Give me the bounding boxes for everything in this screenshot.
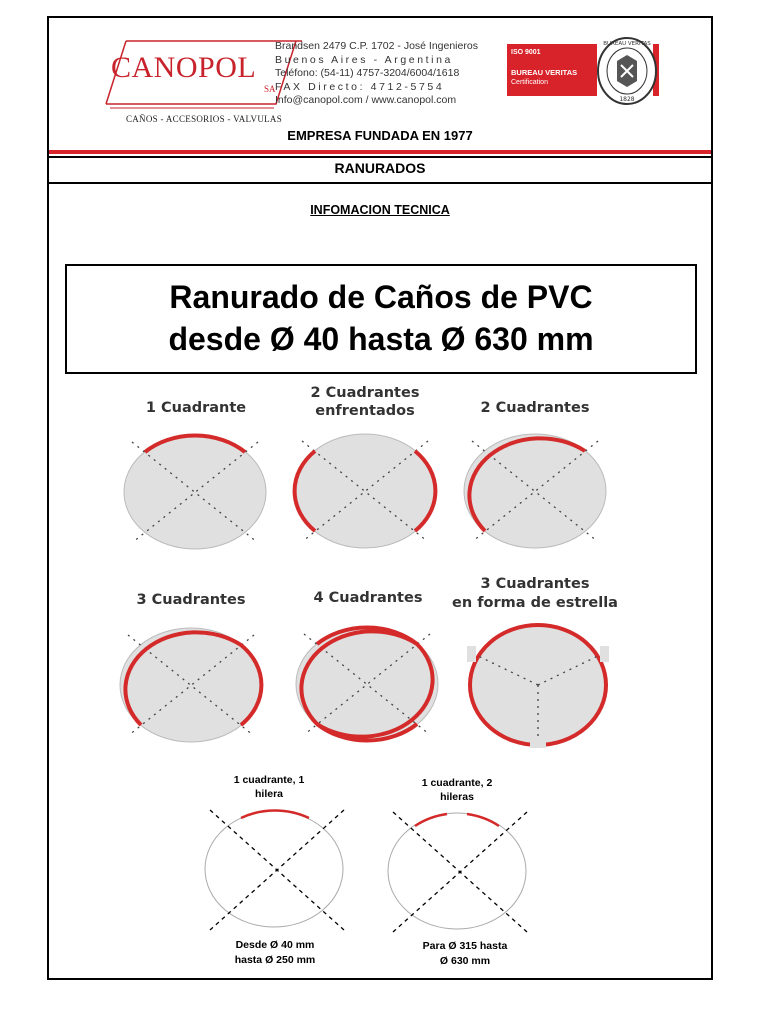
label-estrella-l1: 3 Cuadrantes (480, 576, 590, 592)
contact-phone: Teléfono: (54-11) 4757-3204/6004/1618 (275, 67, 460, 79)
cert-iso: ISO 9001 (511, 49, 541, 56)
cert-bureau: BUREAU VERITAS (511, 68, 578, 77)
main-title-line2: desde Ø 40 hasta Ø 630 mm (168, 321, 594, 357)
label-s1-top2: hilera (254, 788, 284, 800)
label-estrella-l2: en forma de estrella (452, 595, 618, 611)
label-s2-bottom1: Para Ø 315 hasta (422, 940, 508, 952)
logo-brand: CANOPOL (111, 51, 257, 84)
seal-text: BUREAU VERITAS (603, 41, 651, 47)
label-s1-bottom1: Desde Ø 40 mm (235, 939, 315, 951)
contact-address: Brandsen 2479 C.P. 1702 - José Ingenieros (275, 40, 478, 52)
diagram-2-cuadrantes (464, 434, 606, 548)
diagram-1-cuadrante (124, 435, 266, 549)
label-2-cuadrantes: 2 Cuadrantes (480, 400, 590, 416)
label-2-enfrentados-l1: 2 Cuadrantes (310, 385, 420, 401)
diagram-2-enfrentados (294, 434, 436, 548)
diagram-1-hilera (205, 810, 344, 930)
contact-fax: FAX Directo: 4712-5754 (275, 80, 445, 93)
document-sheet (47, 16, 713, 980)
logo-tagline: CAÑOS - ACCESORIOS - VALVULAS (125, 114, 283, 124)
cert-certification: Certification (511, 79, 548, 86)
logo-suffix: SA (264, 84, 276, 94)
label-1-cuadrante: 1 Cuadrante (145, 400, 247, 416)
seal-year: 1828 (619, 96, 635, 103)
diagram-estrella (467, 625, 609, 748)
label-s1-bottom2: hasta Ø 250 mm (234, 954, 316, 966)
contact-city: Buenos Aires - Argentina (275, 53, 453, 66)
section-title: RANURADOS (334, 160, 426, 176)
contact-web[interactable]: Info@canopol.com / www.canopol.com (275, 94, 457, 106)
main-title-line1: Ranurado de Caños de PVC (169, 279, 593, 315)
info-heading: INFOMACION TECNICA (310, 203, 450, 217)
label-2-enfrentados-l2: enfrentados (315, 403, 415, 419)
label-s2-top2: hileras (440, 791, 474, 803)
label-s2-bottom2: Ø 630 mm (439, 955, 491, 967)
founded-statement: EMPRESA FUNDADA EN 1977 (287, 128, 473, 143)
label-s2-top1: 1 cuadrante, 2 (421, 777, 493, 789)
slot-diagrams (49, 18, 715, 982)
label-4-cuadrantes: 4 Cuadrantes (313, 590, 423, 606)
label-3-cuadrantes: 3 Cuadrantes (136, 592, 246, 608)
diagram-2-hileras (388, 812, 527, 932)
label-s1-top1: 1 cuadrante, 1 (233, 774, 305, 786)
diagram-3-cuadrantes (120, 628, 262, 742)
diagram-4-cuadrantes (296, 627, 438, 741)
